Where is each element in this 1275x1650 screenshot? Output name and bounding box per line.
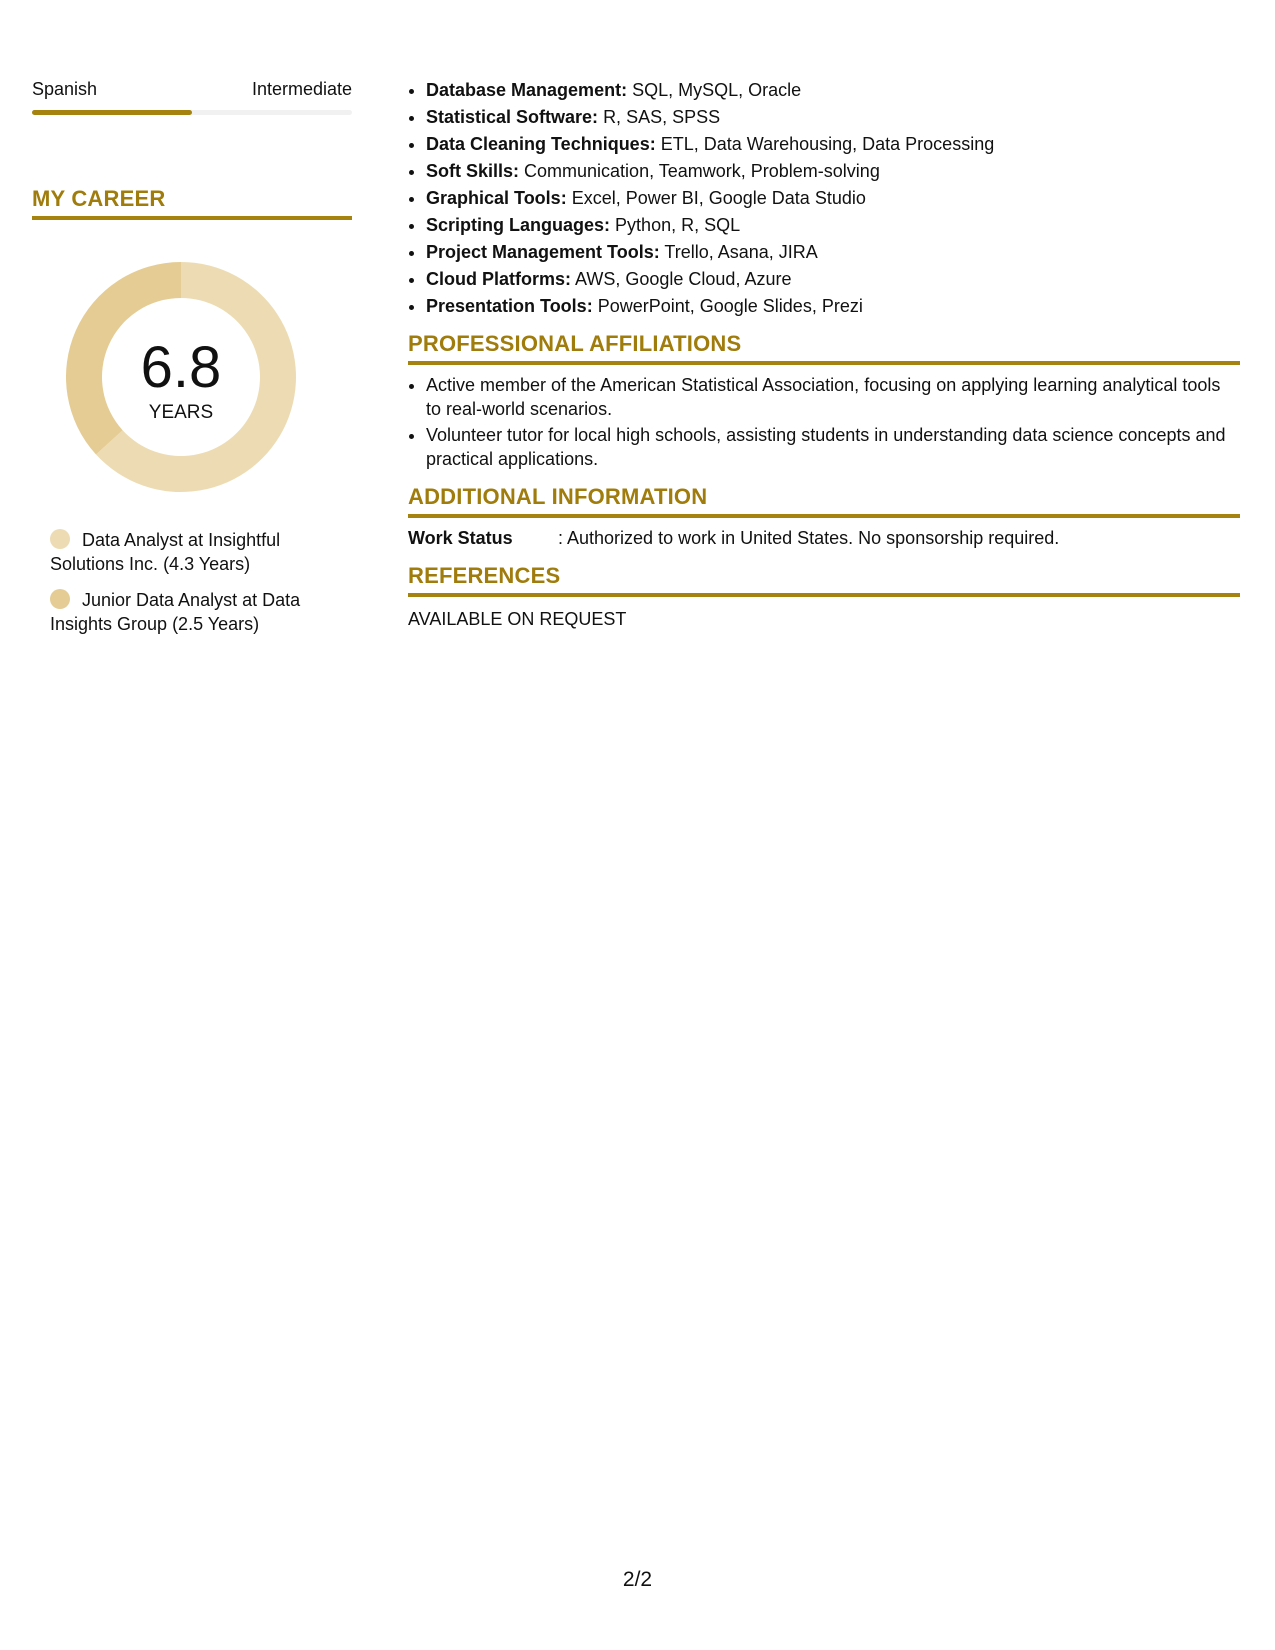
skill-value: Python, R, SQL [615, 215, 741, 235]
affiliation-item: • Active member of the American Statistical Association, focusing on applying learning analytical tools to real-world scenarios. [426, 373, 1240, 421]
right-column [408, 78, 1240, 631]
skill-item [426, 105, 1240, 129]
skill-item [426, 294, 1240, 318]
skill-name: Project Management Tools: [426, 242, 660, 262]
language-name: Spanish [32, 79, 98, 99]
skill-name: Graphical Tools: [426, 188, 567, 208]
career-legend-item [32, 588, 352, 636]
career-legend-item [32, 528, 352, 576]
career-heading: MY CAREER [32, 185, 352, 220]
skill-name: Statistical Software: [426, 107, 599, 127]
career-total-years: 6.8 [140, 335, 222, 400]
skill-item [426, 267, 1240, 291]
language-level: Intermediate [251, 79, 352, 99]
language-row [32, 78, 352, 100]
donut-center [66, 262, 296, 492]
references-text: AVAILABLE ON REQUEST [408, 609, 627, 629]
skill-value: R, SAS, SPSS [603, 107, 721, 127]
skill-item [426, 159, 1240, 183]
skill-item [426, 186, 1240, 210]
legend-dot-icon [50, 529, 70, 549]
skill-value: ETL, Data Warehousing, Data Processing [660, 134, 995, 154]
left-column [32, 78, 352, 648]
language-proficiency-fill [32, 110, 192, 115]
work-status-value: : Authorized to work in United States. No sponsorship required. [558, 528, 1060, 548]
skill-name: Soft Skills: [426, 161, 520, 181]
language-proficiency-bar [32, 110, 352, 115]
legend-dot-icon [50, 589, 70, 609]
work-status-label: Work Status [408, 528, 513, 548]
skills-list [408, 78, 1240, 318]
skill-name: Scripting Languages: [426, 215, 611, 235]
skill-value: SQL, MySQL, Oracle [632, 80, 802, 100]
skill-item [426, 132, 1240, 156]
career-legend [32, 528, 352, 636]
page-number: 2/2 [622, 1568, 653, 1591]
skill-item [426, 78, 1240, 102]
career-role-label: Data Analyst at Insightful Solutions Inc. (4.3 Years) [50, 530, 281, 574]
references-heading: REFERENCES [408, 562, 1240, 597]
additional-info-heading: ADDITIONAL INFORMATION [408, 483, 1240, 518]
affiliations-heading: PROFESSIONAL AFFILIATIONS [408, 330, 1240, 365]
career-donut-chart [66, 262, 296, 492]
skill-item [426, 240, 1240, 264]
skill-name: Presentation Tools: [426, 296, 593, 316]
skill-item [426, 213, 1240, 237]
career-role-label: Junior Data Analyst at Data Insights Group (2.5 Years) [50, 590, 301, 634]
skill-name: Database Management: [426, 80, 628, 100]
skill-value: Communication, Teamwork, Problem-solving [524, 161, 880, 181]
skill-value: PowerPoint, Google Slides, Prezi [597, 296, 863, 316]
skill-name: Cloud Platforms: [426, 269, 572, 289]
career-total-unit: YEARS [148, 402, 214, 423]
work-status-row [408, 526, 1240, 550]
skill-value: Excel, Power BI, Google Data Studio [571, 188, 866, 208]
affiliation-item: • Volunteer tutor for local high schools, assisting students in understanding data science concepts and practical applications. [426, 423, 1240, 471]
skill-value: Trello, Asana, JIRA [664, 242, 818, 262]
skill-value: AWS, Google Cloud, Azure [575, 269, 792, 289]
skill-name: Data Cleaning Techniques: [426, 134, 656, 154]
affiliations-list [408, 373, 1240, 471]
